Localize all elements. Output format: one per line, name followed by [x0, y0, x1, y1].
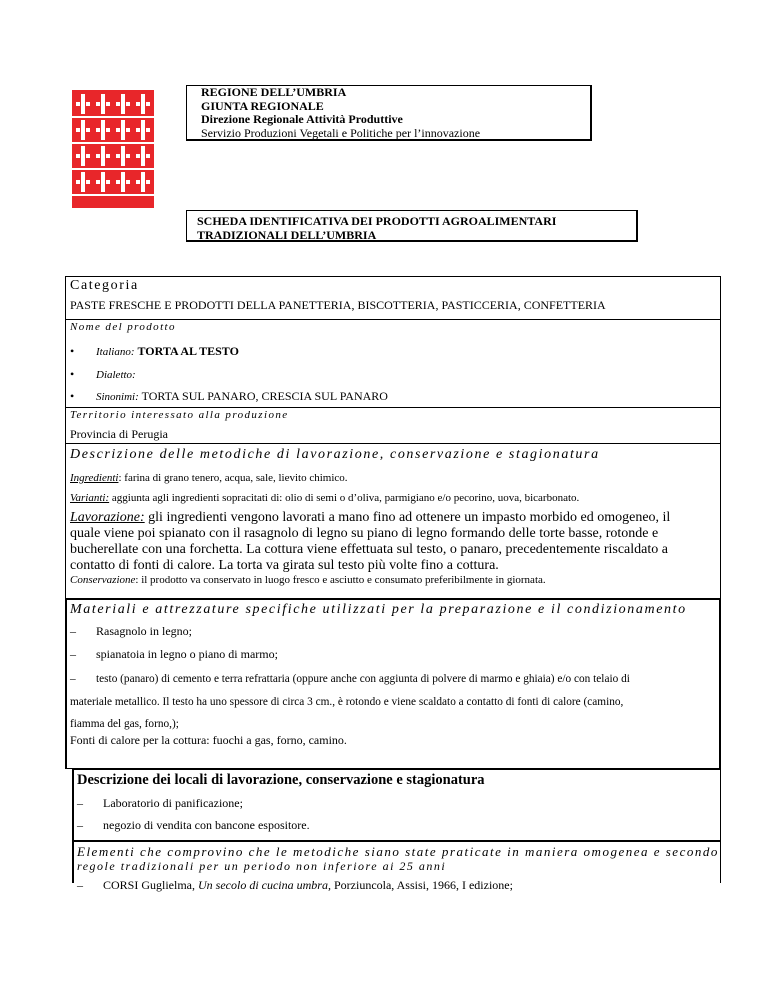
- logo-notch: [86, 180, 90, 184]
- locali-item2: – negozio di vendita con bancone espositore.: [77, 818, 310, 832]
- logo-notch: [116, 154, 120, 158]
- lavorazione-line2: quale viene poi spianato con il rasagnolo di legno su piano di legno formando delle torte basse, rotonde e: [70, 526, 659, 541]
- scheda-line1: SCHEDA IDENTIFICATIVA DEI PRODOTTI AGROALIMENTARI: [197, 214, 557, 228]
- logo-notch: [146, 154, 150, 158]
- header-line1: REGIONE DELL’UMBRIA: [201, 85, 347, 99]
- logo-pillar: [121, 120, 125, 140]
- logo-pillar: [141, 120, 145, 140]
- logo-notch: [146, 180, 150, 184]
- logo-pillar: [101, 172, 105, 192]
- logo-pillar: [121, 146, 125, 166]
- territorio-value: Provincia di Perugia: [70, 427, 168, 441]
- materiali-item1: – Rasagnolo in legno;: [70, 624, 192, 638]
- logo-pillar: [141, 172, 145, 192]
- logo-notch: [96, 102, 100, 106]
- logo-pillar: [141, 94, 145, 114]
- divider: [65, 443, 721, 444]
- logo-notch: [126, 180, 130, 184]
- logo-notch: [106, 128, 110, 132]
- divider: [65, 407, 721, 408]
- materiali-item3-line3: fiamma del gas, forno,);: [70, 718, 179, 730]
- logo-notch: [126, 102, 130, 106]
- elementi-item1: – CORSI Guglielma, Un secolo di cucina umbra, Porziuncola, Assisi, 1966, I edizione;: [77, 878, 513, 892]
- logo-band: [72, 142, 154, 144]
- logo-notch: [96, 180, 100, 184]
- elementi-author: CORSI Guglielma,: [103, 878, 198, 892]
- locali-item1-text: Laboratorio di panificazione;: [103, 796, 243, 810]
- categoria-heading: Categoria: [70, 278, 139, 293]
- logo-pillar: [101, 94, 105, 114]
- logo-notch: [136, 180, 140, 184]
- varianti-value: aggiunta agli ingredienti sopracitati di: olio di semi o d’oliva, parmigiano e/o pecorino, uova, bicarbonato.: [109, 492, 580, 504]
- logo-pillar: [81, 172, 85, 192]
- scheda-title-box: [186, 210, 638, 242]
- ingredienti-label: Ingredienti: [70, 472, 119, 484]
- logo-notch: [86, 128, 90, 132]
- locali-heading: Descrizione dei locali di lavorazione, conservazione e stagionatura: [77, 772, 485, 788]
- logo-notch: [106, 180, 110, 184]
- conservazione-row: [70, 574, 546, 586]
- logo-pillar: [121, 94, 125, 114]
- logo-notch: [136, 154, 140, 158]
- sinonimi-label: Sinonimi:: [96, 391, 139, 403]
- lavorazione-line4: contatto di fonti di calore. La torta va girata sul testo più volte fino a cottura.: [70, 558, 499, 573]
- nome-heading: Nome del prodotto: [70, 321, 176, 333]
- materiali-item2: – spianatoia in legno o piano di marmo;: [70, 647, 278, 661]
- dialetto-label: Dialetto:: [96, 369, 136, 381]
- logo-notch: [86, 102, 90, 106]
- logo-notch: [76, 102, 80, 106]
- bullet-italiano: • Italiano: TORTA AL TESTO: [70, 344, 239, 358]
- ingredienti-row: [70, 472, 348, 484]
- logo-notch: [116, 180, 120, 184]
- logo-notch: [76, 180, 80, 184]
- bullet-dialetto: • Dialetto:: [70, 367, 136, 381]
- materiali-item1-text: Rasagnolo in legno;: [96, 624, 192, 638]
- elementi-heading-line1: Elementi che comprovino che le metodiche siano state praticate in maniera omogenea e secondo: [77, 844, 719, 859]
- materiali-item3-line1: testo (panaro) di cemento e terra refrattaria (oppure anche con aggiunta di polvere di marmo e ghiaia) e/o con telaio di: [96, 673, 630, 685]
- conservazione-value: : il prodotto va conservato in luogo fresco e asciutto e consumato preferibilmente in giornata.: [135, 574, 546, 586]
- elementi-rest: Porziuncola, Assisi, 1966, I edizione;: [330, 878, 513, 892]
- lavorazione-line3: bucherellate con una forchetta. La cottura viene effettuata sul testo, o panaro, precedentemente riscaldato a: [70, 542, 668, 557]
- materiali-item3: – testo (panaro) di cemento e terra refrattaria (oppure anche con aggiunta di polvere di marmo e ghiaia) e/o con telaio di materiale metallico. Il testo ha uno spessore di circa 3 cm., è rotondo e viene scaldato a contatto di fonti di calore (camino, fiamma del gas, forno,);: [70, 668, 720, 736]
- logo-pillar: [81, 94, 85, 114]
- logo-band: [72, 194, 154, 196]
- lavorazione-line1: gli ingredienti vengono lavorati a mano fino ad ottenere un impasto morbido ed omogeneo, il: [144, 510, 671, 525]
- bullet-sinonimi: • Sinonimi: TORTA SUL PANARO, CRESCIA SUL PANARO: [70, 389, 388, 403]
- logo-notch: [116, 102, 120, 106]
- categoria-value: PASTE FRESCHE E PRODOTTI DELLA PANETTERIA, BISCOTTERIA, PASTICCERIA, CONFETTERIA: [70, 298, 606, 312]
- elementi-title: Un secolo di cucina umbra,: [198, 878, 331, 892]
- materiali-fonti: Fonti di calore per la cottura: fuochi a gas, forno, camino.: [70, 733, 347, 747]
- varianti-label: Varianti:: [70, 492, 110, 504]
- logo-notch: [116, 128, 120, 132]
- varianti-row: [70, 492, 579, 504]
- logo-pillar: [81, 120, 85, 140]
- logo-notch: [126, 128, 130, 132]
- logo-notch: [96, 154, 100, 158]
- logo-notch: [146, 102, 150, 106]
- materiali-item3-line2: materiale metallico. Il testo ha uno spessore di circa 3 cm., è rotondo e viene scaldato a contatto di fonti di calore (camino,: [70, 695, 624, 708]
- logo-notch: [106, 102, 110, 106]
- logo-pillar: [121, 172, 125, 192]
- territorio-heading: Territorio interessato alla produzione: [70, 409, 289, 421]
- scheda-line2: TRADIZIONALI DELL’UMBRIA: [197, 228, 377, 242]
- materiali-item2-text: spianatoia in legno o piano di marmo;: [96, 647, 278, 661]
- elementi-heading-line2: regole tradizionali per un periodo non inferiore ai 25 anni: [77, 859, 447, 873]
- logo-notch: [136, 102, 140, 106]
- logo-notch: [146, 128, 150, 132]
- header-line4: Servizio Produzioni Vegetali e Politiche per l’innovazione: [201, 125, 481, 140]
- logo-notch: [106, 154, 110, 158]
- header-box: [186, 85, 592, 141]
- header-line2: GIUNTA REGIONALE: [201, 98, 324, 113]
- italiano-label: Italiano:: [96, 346, 135, 358]
- conservazione-label: Conservazione: [70, 574, 136, 586]
- regione-umbria-logo: [72, 90, 154, 208]
- header-line3: Direzione Regionale Attività Produttive: [201, 112, 403, 126]
- logo-notch: [136, 128, 140, 132]
- lavorazione-label: Lavorazione:: [70, 510, 145, 525]
- logo-pillar: [101, 120, 105, 140]
- descrizione-heading: Descrizione delle metodiche di lavorazione, conservazione e stagionatura: [70, 447, 600, 462]
- logo-band: [72, 168, 154, 170]
- logo-notch: [76, 128, 80, 132]
- divider: [65, 319, 721, 320]
- logo-notch: [76, 154, 80, 158]
- lavorazione-paragraph: [70, 510, 720, 574]
- ingredienti-value: : farina di grano tenero, acqua, sale, lievito chimico.: [118, 472, 348, 484]
- logo-notch: [96, 128, 100, 132]
- sinonimi-value: TORTA SUL PANARO, CRESCIA SUL PANARO: [141, 389, 388, 403]
- logo-pillar: [101, 146, 105, 166]
- logo-notch: [86, 154, 90, 158]
- logo-pillar: [141, 146, 145, 166]
- elementi-heading: [77, 844, 719, 874]
- locali-item2-text: negozio di vendita con bancone espositore.: [103, 818, 310, 832]
- italiano-value: TORTA AL TESTO: [137, 344, 239, 358]
- materiali-heading: Materiali e attrezzature specifiche utilizzati per la preparazione e il condizionamento: [70, 602, 687, 617]
- logo-band: [72, 116, 154, 118]
- logo-pillar: [81, 146, 85, 166]
- logo-notch: [126, 154, 130, 158]
- locali-item1: – Laboratorio di panificazione;: [77, 796, 243, 810]
